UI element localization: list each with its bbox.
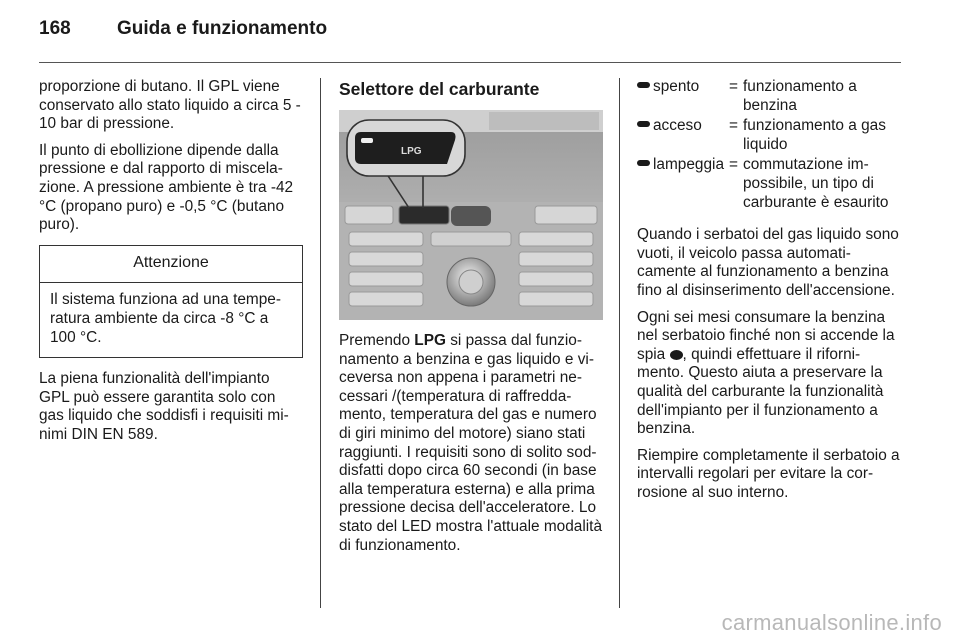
column-middle — [339, 78, 603, 563]
dashboard-illustration — [339, 110, 603, 320]
column-divider-1 — [320, 78, 321, 608]
lpg-button-label: LPG — [401, 146, 422, 157]
warning-box — [39, 245, 303, 358]
paragraph: Quando i serbatoi del gas liquido sono vuoti, il veicolo passa automaticamente al funzionamento a benzina fino al disinserimento dell'accensione. — [637, 226, 899, 299]
column-left — [39, 78, 303, 453]
column-right — [637, 78, 901, 510]
paragraph: Premendo LPG si passa dal funzionamento a benzina e gas liquido e viceversa non appena i parametri necessari /(temperatura di raffreddamento, temperatura del gas e numero di giri minimo del motore) siano stati raggiunti. I requisiti sono di solito soddisfatti dopo circa 60 secondi (in base alla temperatura esterna) e alla prima pressione decisa dell'acceleratore. Lo stato del LED mostra l'attuale modalità di funzionamento. — [339, 332, 603, 554]
led-icon — [637, 121, 650, 127]
table-row: acceso = funzionamento a gas liquido — [637, 117, 901, 156]
fuel-warning-icon — [670, 350, 683, 360]
led-icon — [637, 82, 650, 88]
paragraph: Riempire completamente il serbatoio a intervalli regolari per evitare la corrosione al suo interno. — [637, 446, 900, 501]
warning-text: Il sistema funziona ad una temperatura ambiente da circa -8 °C a 100 °C. — [50, 291, 282, 346]
page-title: Guida e funzionamento — [117, 18, 328, 39]
paragraph: La piena funzionalità dell'impianto GPL può essere garantita solo con gas liquido che soddisfi i requisiti minimi DIN EN 589. — [39, 370, 289, 443]
led-state-table — [637, 78, 901, 214]
table-row: spento = funzionamento a benzina — [637, 78, 901, 117]
section-heading: Selettore del carburante — [339, 79, 540, 99]
warning-title: Attenzione — [40, 246, 302, 284]
table-row: lampeggia = commutazione impossibile, un tipo di carburante è esaurito — [637, 156, 901, 214]
lpg-switch-figure — [339, 110, 603, 320]
column-divider-2 — [619, 78, 620, 608]
paragraph: Ogni sei mesi consumare la benzina nel serbatoio finché non si accende la spia , quindi effettuare il rifornimento. Questo aiuta a preservare la qualità del carburante la funzionalità dell'impianto per il funzionamento a benzina. — [637, 308, 895, 438]
paragraph: proporzione di butano. Il GPL viene conservato allo stato liquido a circa 5 - 10 bar di pressione. — [39, 78, 301, 133]
led-icon — [637, 160, 650, 166]
paragraph: Il punto di ebollizione dipende dalla pressione e dal rapporto di miscelazione. A pressione ambiente è tra -42 °C (propano puro) e -0,5 °C (butano puro). — [39, 141, 294, 234]
page-number: 168 — [39, 18, 71, 39]
lpg-bold: LPG — [414, 332, 446, 349]
watermark: carmanualsonline.info — [721, 610, 942, 635]
page-header — [39, 12, 901, 52]
header-divider — [39, 62, 901, 63]
